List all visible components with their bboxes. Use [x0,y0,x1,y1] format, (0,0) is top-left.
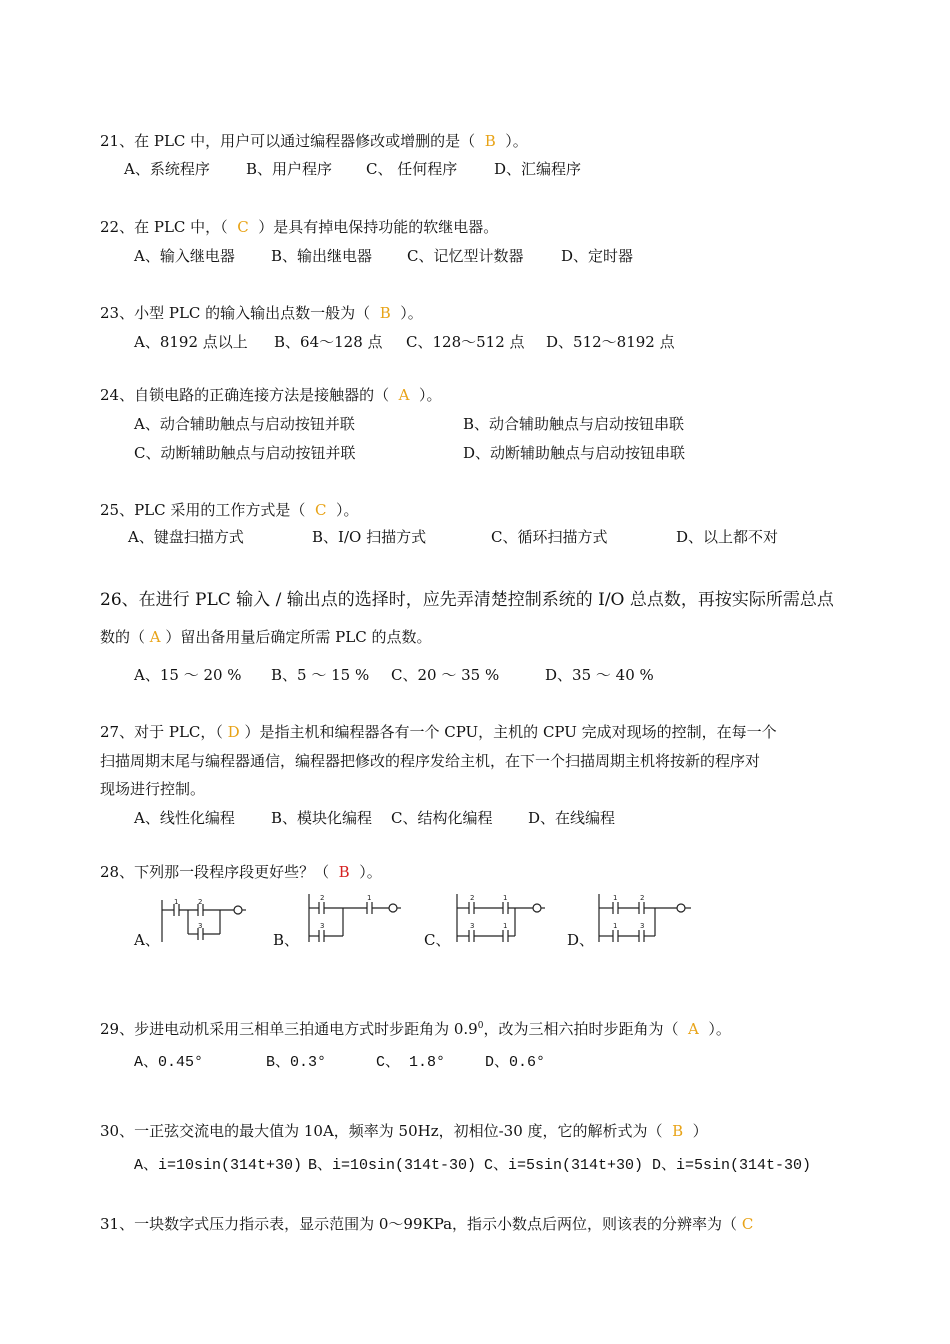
q22-option-a: A、输入继电器 [134,247,235,265]
q26-answer: A [149,628,161,646]
q22-stem: 22、在 PLC 中，（ C ）是具有掉电保持功能的软继电器。 [100,218,499,236]
q25-option-b: B、I/O 扫描方式 [312,528,427,546]
q29-answer: A [688,1020,699,1038]
q22-answer: C [237,218,249,236]
contact-label: 2 [320,894,325,902]
q23-option-b: B、64～128 点 [274,333,383,351]
contact-label: 2 [198,898,203,906]
q25-option-d: D、以上都不对 [676,528,779,546]
q29-option-b: B、0.3° [266,1054,327,1071]
ladder-diagram-b [305,892,405,944]
q31-answer: C [741,1215,754,1233]
q30-option-d: D、i=5sin(314t-30) [652,1157,812,1174]
q21-option-a: A、系统程序 [124,160,210,178]
contact-label: 3 [198,922,203,930]
q30-option-b: B、i=10sin(314t-30) [308,1157,477,1174]
contact-label: 3 [320,922,325,930]
q28-option-c: C、 [424,931,451,949]
contact-label: 1 [503,894,508,902]
q30-option-a: A、i=10sin(314t+30) [134,1157,303,1174]
contact-label: 1 [613,922,618,930]
q26-option-d: D、35 ～ 40 % [545,666,654,684]
q30-stem: 30、一正弦交流电的最大值为 10A，频率为 50Hz，初相位-30 度，它的解析式为（ B ） [100,1122,708,1140]
contact-label: 1 [174,898,179,906]
q22-option-c: C、记忆型计数器 [407,247,524,265]
contact-label: 1 [367,894,372,902]
q21-option-b: B、用户程序 [246,160,333,178]
q26-option-b: B、5 ～ 15 % [271,666,370,684]
q27-option-a: A、线性化编程 [134,809,235,827]
q27-option-b: B、模块化编程 [271,809,373,827]
q21-answer: B [484,132,496,150]
q27-answer: D [227,723,240,741]
q22-option-b: B、输出继电器 [271,247,373,265]
q24-answer: A [398,386,410,404]
q23-option-a: A、8192 点以上 [134,333,248,351]
contact-label: 1 [503,922,508,930]
q27-stem-line2: 扫描周期末尾与编程器通信，编程器把修改的程序发给主机，在下一个扫描周期主机将按新的程序对 [100,752,761,770]
q27-option-d: D、在线编程 [528,809,616,827]
q28-option-a: A、 [134,931,160,949]
q30-answer: B [672,1122,684,1140]
q27-stem-line1: 27、对于 PLC，（ D ）是指主机和编程器各有一个 CPU，主机的 CPU 完成对现场的控制，在每一个 [100,723,777,741]
ladder-diagram-d [595,892,695,944]
q21-stem: 21、在 PLC 中，用户可以通过编程器修改或增删的是（ B ）。 [100,132,528,150]
contact-label: 3 [640,922,645,930]
q24-option-a: A、动合辅助触点与启动按钮并联 [134,415,355,433]
q26-stem-line1: 26、在进行 PLC 输入 / 输出点的选择时，应先弄清楚控制系统的 I/O 总点数，再按实际所需总点 [100,590,834,610]
q29-stem: 29、步进电动机采用三相单三拍通电方式时步距角为 $0.9^0$，改为三相六拍时步距角为（ A ）。 [100,1020,731,1038]
q25-option-a: A、键盘扫描方式 [128,528,244,546]
q24-option-b: B、动合辅助触点与启动按钮串联 [463,415,685,433]
q25-answer: C [314,501,327,519]
q29-option-d: D、0.6° [485,1054,546,1071]
q23-stem: 23、小型 PLC 的输入输出点数一般为（ B ）。 [100,304,423,322]
q21-option-c: C、 任何程序 [366,160,458,178]
q26-option-a: A、15 ～ 20 % [134,666,242,684]
contact-label: 1 [613,894,618,902]
q26-option-c: C、20 ～ 35 % [391,666,500,684]
q23-option-d: D、512～8192 点 [546,333,675,351]
contact-label: 3 [470,922,475,930]
q27-stem-line3: 现场进行控制。 [100,780,206,798]
q24-option-c: C、动断辅助触点与启动按钮并联 [134,444,356,462]
q26-stem-line2: 数的（ A ）留出备用量后确定所需 PLC 的点数。 [100,628,432,646]
q29-option-c: C、 1.8° [376,1054,446,1071]
ladder-diagram-c [453,892,549,944]
q28-option-d: D、 [567,931,595,949]
q21-option-d: D、汇编程序 [494,160,582,178]
q27-option-c: C、结构化编程 [391,809,493,827]
q25-option-c: C、循环扫描方式 [491,528,608,546]
q28-answer: B [338,863,350,881]
q25-stem: 25、PLC 采用的工作方式是（ C ）。 [100,501,359,519]
q29-option-a: A、0.45° [134,1054,204,1071]
q24-option-d: D、动断辅助触点与启动按钮串联 [463,444,686,462]
q28-option-b: B、 [273,931,300,949]
q28-stem: 28、下列那一段程序段更好些？（ B ）。 [100,863,382,881]
q23-answer: B [379,304,391,322]
contact-label: 2 [640,894,645,902]
q30-option-c: C、i=5sin(314t+30) [484,1157,644,1174]
contact-label: 2 [470,894,475,902]
ladder-diagram-a [158,898,250,944]
q22-option-d: D、定时器 [561,247,634,265]
q31-stem: 31、一块数字式压力指示表，显示范围为 0～99KPa，指示小数点后两位，则该表的分辨率为（ C [100,1215,754,1233]
q24-stem: 24、自锁电路的正确连接方法是接触器的（ A ）。 [100,386,442,404]
q23-option-c: C、128～512 点 [406,333,525,351]
